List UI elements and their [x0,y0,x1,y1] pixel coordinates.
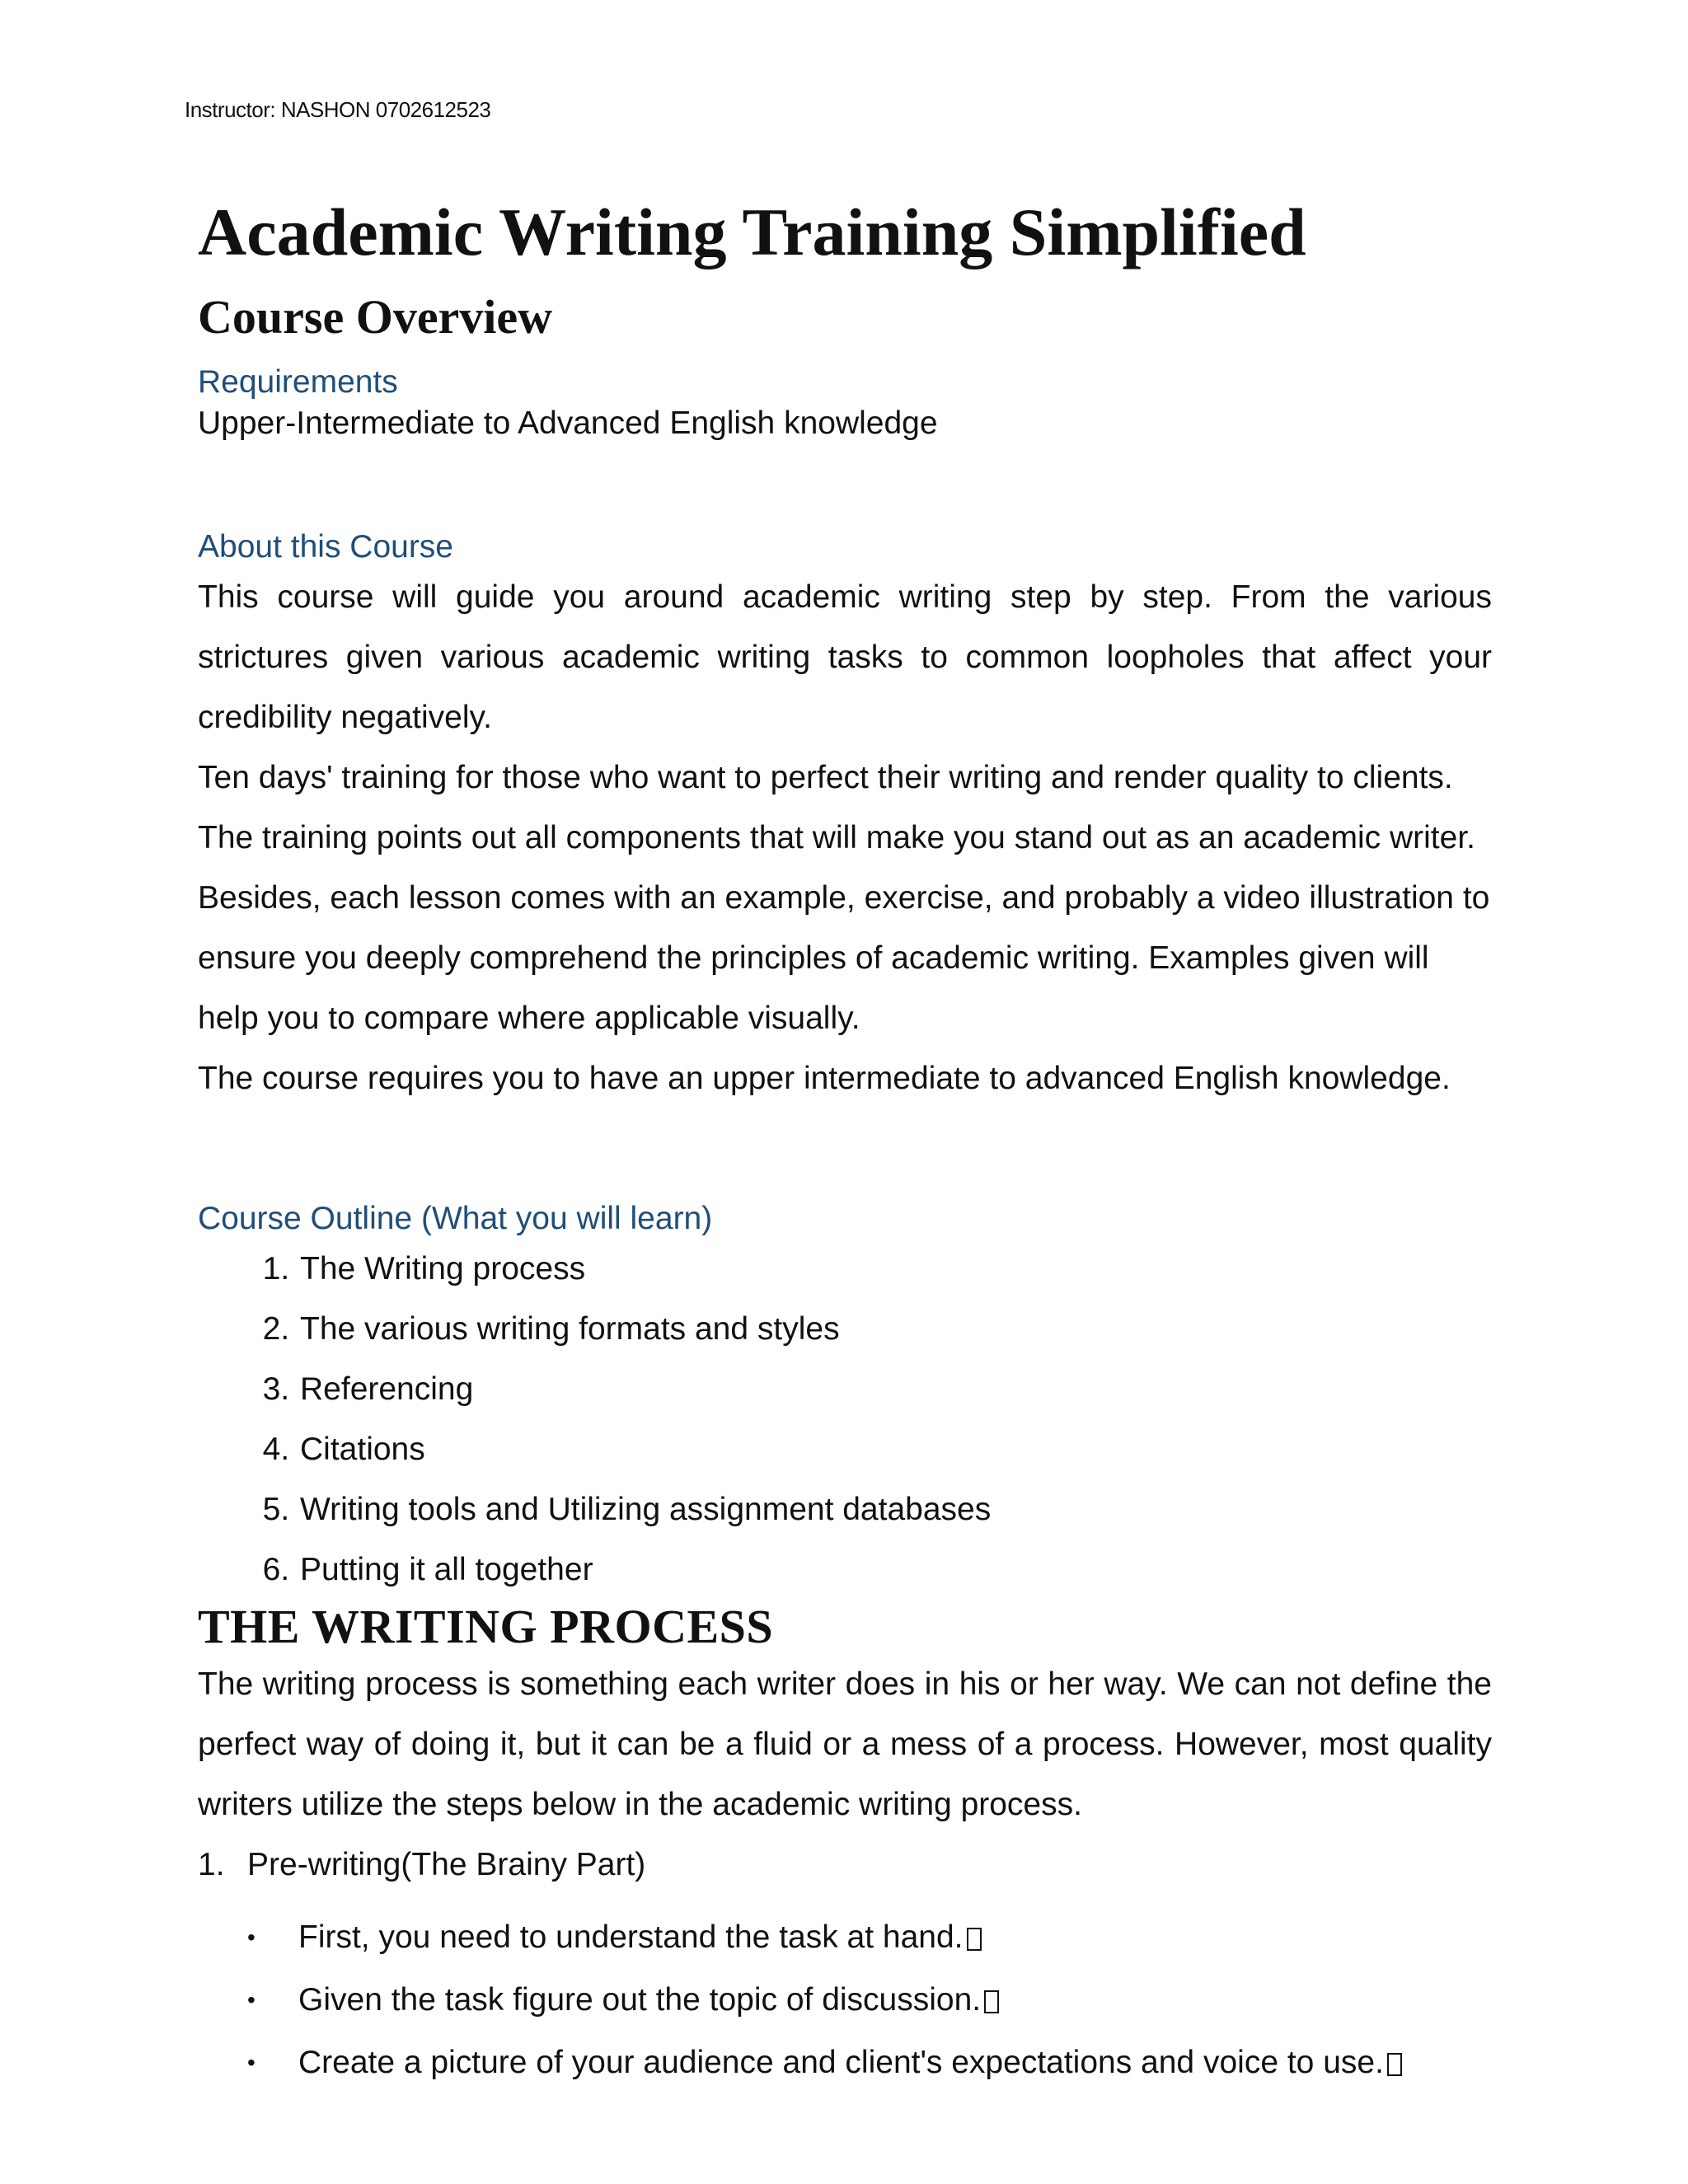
about-paragraph-3: The course requires you to have an upper intermediate to advanced English knowledge. [198,1061,1451,1096]
bullet-text: Given the task figure out the topic of discussion. [298,1982,982,2018]
missing-glyph-icon [967,1928,982,1951]
missing-glyph-icon [984,1990,999,2013]
bullet-icon: • [247,1987,256,2013]
writing-process-heading: THE WRITING PROCESS [198,1600,774,1653]
outline-item: 3. Referencing [298,1359,1492,1419]
document-body [198,191,1492,2094]
course-overview-heading: Course Overview [198,290,553,344]
bullet-icon: • [247,1924,256,1950]
course-outline-heading: Course Outline (What you will learn) [198,1201,713,1236]
course-outline-list [198,1239,1492,1600]
writing-process-intro: The writing process is something each writer does in his or her way. We can not define the perfect way of doing it, but it can be a fluid or a mess of a process. However, most quality writers utilize the steps below in the academic writing process. [198,1666,1492,1822]
outline-item: 2. The various writing formats and styles [298,1299,1492,1359]
prewriting-step [198,1835,1492,1895]
document-title: Academic Writing Training Simplified [198,194,1306,269]
bullet-icon: • [247,2050,256,2075]
instructor-header: Instructor: NASHON 0702612523 [185,97,491,122]
bullet-item [198,1969,1492,2032]
step-number: 1. [198,1847,225,1882]
about-paragraph-2: Ten days' training for those who want to perfect their writing and render quality to clients. The training points out all components that will make you stand out as an academic writer. Besides, each lesson comes with an example, exercise, and probably a video illustration to ensure you deeply comprehend the principles of academic writing. Examples given will help you to compare where applicable visually. [198,760,1490,1036]
requirements-text: Upper-Intermediate to Advanced English knowledge [198,405,938,441]
bullet-item [198,1906,1492,1969]
bullet-item [198,2032,1492,2094]
step-label: Pre-writing(The Brainy Part) [247,1847,646,1882]
outline-item: 4. Citations [298,1419,1492,1479]
requirements-heading: Requirements [198,364,398,400]
outline-item: 1. The Writing process [298,1239,1492,1299]
about-course-heading: About this Course [198,529,454,565]
about-paragraph-1: This course will guide you around academic writing step by step. From the various strictures given various academic writing tasks to common loopholes that affect your credibility negatively. [198,579,1492,735]
bullet-text: First, you need to understand the task at hand. [298,1919,964,1955]
prewriting-bullet-list [198,1906,1492,2094]
missing-glyph-icon [1387,2053,1402,2076]
bullet-text: Create a picture of your audience and client's expectations and voice to use. [298,2045,1384,2080]
outline-item: 5. Writing tools and Utilizing assignment databases [298,1479,1492,1540]
outline-item: 6. Putting it all together [298,1540,1492,1600]
